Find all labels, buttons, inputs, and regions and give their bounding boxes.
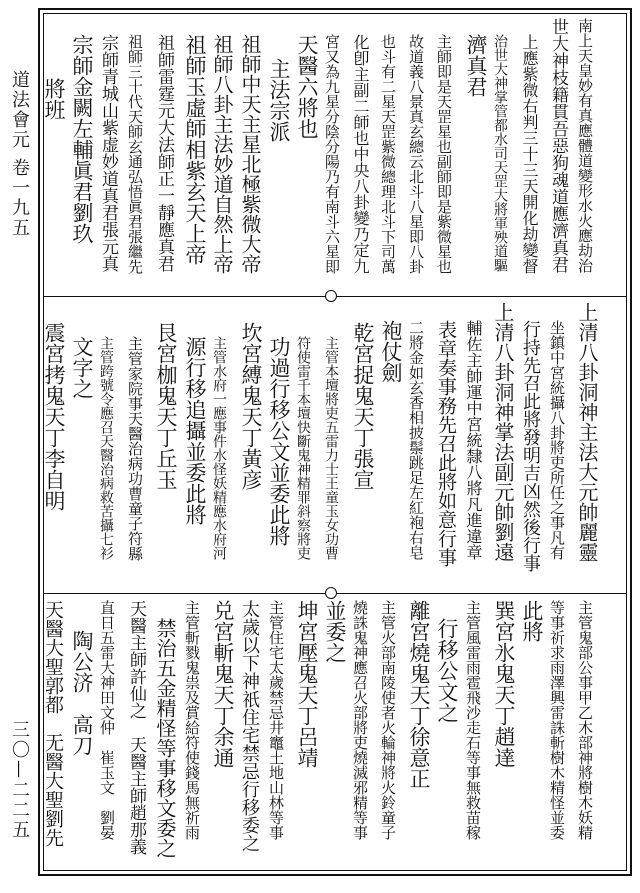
section1-line-11: 主法宗派 <box>267 58 291 142</box>
section3-line-18: 陶公济 高刀 <box>70 630 94 756</box>
section1-line-4: 濟真君 <box>464 34 488 97</box>
section2-line-0: 上清八卦洞神主法大元帥麗靈 <box>575 302 599 562</box>
section1-line-16: 祖師三十代天師玄通弘悟眞君張繼先 <box>126 34 144 274</box>
section2-line-14: 源行移追攝並委此將 <box>183 336 207 525</box>
section3-line-9: 並委之 <box>323 600 347 663</box>
margin-title: 道法會元 <box>9 70 30 150</box>
section3-line-4: 主管風雷雨雹飛沙走石等事無救苗稼 <box>464 600 482 840</box>
section3-line-8: 燒誅鬼神應召火部將吏燒滅邪精等事 <box>351 600 369 840</box>
section1-line-14: 祖師玉虛師相紫玄天上帝 <box>183 34 207 265</box>
section1-line-1: 世大神枝籍貫吾惡狗魂道應濟真君 <box>548 18 568 273</box>
section1-line-13: 祖師八卦主法妙道自然上帝 <box>210 34 234 274</box>
section3-line-10: 坤宮壓鬼天丁呂靖 <box>295 600 319 768</box>
section3-line-11: 主管住宅太歲禁忌井竈土地山林等事 <box>267 600 285 840</box>
section1-line-6: 故道義八景真玄總云北斗八星即八卦 <box>407 34 425 274</box>
section2-line-6: 二將金如玄香相披鬃跳足左紅袍右皂 <box>407 320 425 560</box>
section1-line-0: 南上天皇妙有真應體道變形水火應劫治 <box>576 18 594 273</box>
section1-line-3: 治世大神掌管都水司天罡大將軍殃道驅 <box>492 34 508 272</box>
section3-line-14: 主管斬戮鬼祟及賞給符使錢馬無祈雨 <box>183 600 201 840</box>
section1-line-5: 主師即是天罡星也副師即是紫微星也 <box>435 34 453 274</box>
section1-line-9: 宮又為九星分陰分陽乃有南斗六星即 <box>323 34 341 274</box>
section1-line-8: 化卽主副二師也中央八卦變乃定九 <box>351 34 370 274</box>
section2-line-16: 主管家院事天醫治病功曹童子符縣 <box>126 336 144 561</box>
section3-line-0: 主管鬼部公事甲乙木部神將樹木妖精 <box>576 600 594 840</box>
section3-line-16: 天醫主師許仙之 天醫主師趙那義 <box>126 600 146 855</box>
section2-line-2: 行持先召此將發明吉凶然後行事 <box>520 320 541 572</box>
margin-page-number: 三〇—二二五 <box>9 720 30 840</box>
section2-line-7: 袍仗劍 <box>379 320 403 383</box>
section3-line-6: 離宮燒鬼天丁徐意正 <box>407 600 431 789</box>
section3-line-5: 行移公文之 <box>435 618 459 723</box>
section2-line-8: 乾宮捉鬼天丁張宣 <box>351 322 375 490</box>
section2-line-11: 功過行移公文並委此將 <box>267 336 291 546</box>
section2-line-10: 符使雷千本壇快斷鬼神精罪斜察將吏 <box>295 336 311 560</box>
binding-hole-bottom <box>325 587 337 599</box>
section2-line-12: 坎宮縛鬼天丁黃彦 <box>239 322 263 490</box>
margin-volume: 卷一九五 <box>9 158 30 238</box>
section3-line-3: 巽宮氷鬼天丁趙達 <box>492 600 516 768</box>
section3-line-7: 主管火部南陵使者火輪神將火鈴童子 <box>379 600 397 840</box>
section1-line-2: 上應紫微右判三十三天開化劫變督 <box>520 34 539 274</box>
section2-line-4: 輔佐主帥運中宮統隸八將凡進違章 <box>464 320 483 560</box>
section2-line-17: 主管跨號令應召天醫治病救苦攝七衫 <box>98 336 114 560</box>
section2-line-5: 表章奏事務先召此將如意行事 <box>435 320 457 567</box>
section1-line-7: 也斗有二星天罡紫微總理北斗下司萬 <box>379 34 397 274</box>
section3-line-13: 兑宮斬鬼天丁余通 <box>211 600 235 768</box>
section1-line-10: 天醫六將也 <box>295 34 319 139</box>
section3-line-19: 天醫大聖郭都 无醫大聖劉先 <box>42 600 64 847</box>
section1-line-19: 將班 <box>42 78 66 120</box>
section3-line-17: 直日五雷大神田文仲 崔玉文 劉晏 <box>98 600 116 840</box>
section1-line-12: 祖師中天主星北極紫微大帝 <box>238 34 262 274</box>
section2-line-3: 上清八卦洞神掌法副元帥劉遠 <box>491 302 515 562</box>
section2-line-13: 主管水府一應事件水怪妖精應水府河 <box>211 336 227 560</box>
section1-line-18: 宗師金闕左輔眞君劉玖 <box>70 34 94 244</box>
section2-line-9: 主管本壇將吏五雷力士王童玉女功曹 <box>323 336 339 560</box>
section3-line-2: 此將 <box>520 600 544 642</box>
section2-line-15: 艮宮枷鬼天丁丘玉 <box>154 322 178 490</box>
section1-line-17: 宗師青城山紫虚妙道真君張元真 <box>98 34 118 272</box>
section2-line-18: 文字之 <box>70 336 94 399</box>
section3-line-12: 太歲以下神祇住宅禁忌行移委之 <box>239 600 260 852</box>
section2-line-1: 坐鎮中宮統攝八卦將吏所任之事凡有 <box>548 320 566 560</box>
binding-hole-top <box>325 290 337 302</box>
section3-line-15: 禁治五金精怪等事移文委之 <box>153 618 177 858</box>
section3-line-1: 等事祈求雨澤興雷誅斬樹木精怪並委 <box>548 600 566 840</box>
section2-line-19: 震宮拷鬼天丁李自明 <box>42 322 66 511</box>
section1-line-15: 祖師雷霆元大法師正一靜應真君 <box>154 34 174 272</box>
